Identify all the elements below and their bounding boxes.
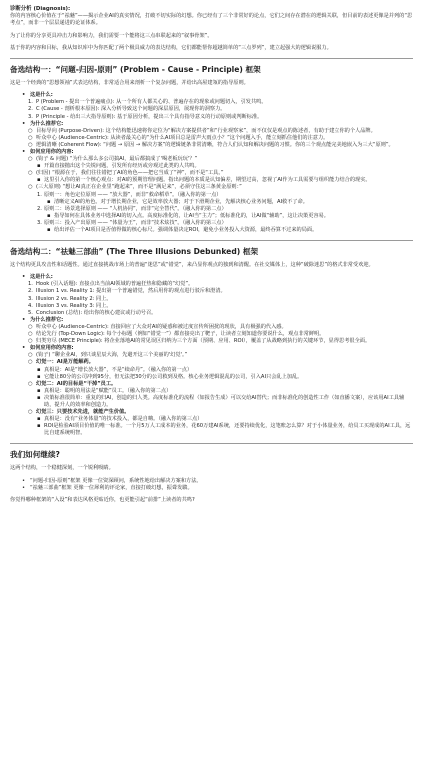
bullet-marker: ○ bbox=[28, 127, 33, 134]
list-item-text: 这是什么: bbox=[30, 92, 53, 99]
bullet-marker: ○ bbox=[28, 134, 33, 141]
list-item bbox=[10, 478, 413, 485]
list-item bbox=[10, 106, 413, 113]
list-item-text: 这里引入你的第一个核心观点：对AI的预期管理问题。指出问题的本质是认知偏差，期望过高，忽视了AI作为工具需要与组织能力结合的现实。 bbox=[44, 177, 371, 184]
list-item bbox=[10, 388, 413, 395]
bullet-marker: ▪ bbox=[37, 394, 41, 401]
list-item bbox=[10, 121, 413, 128]
list-item bbox=[10, 367, 413, 374]
list-item bbox=[10, 142, 413, 149]
list-item bbox=[10, 381, 413, 388]
diagnosis-paragraph-3: 基于你的内容和目标，我从知识库中为你匹配了两个极具威力的表达结构，它们都能帮你超越简单的“三点罗列”，建立起强大的逻辑说服力。 bbox=[10, 44, 332, 51]
list-item-text: ROI是检验AI项目价值的唯一标准。一个月5万人工成本的业务，花60万建AI系统，还要持续优化，这笔账怎么算？对于小体量业务，给员工买现成的AI工具，远比自建系统明智。 bbox=[44, 423, 411, 437]
list-item bbox=[10, 359, 413, 366]
bullet-marker: • bbox=[22, 274, 26, 281]
list-item bbox=[10, 192, 413, 199]
bullet-marker: ○ bbox=[28, 184, 33, 191]
list-item bbox=[10, 114, 413, 121]
structure-one-section bbox=[10, 65, 413, 234]
list-item bbox=[10, 288, 413, 295]
structure-one-title: 备选结构一：“问题-归因-原则” (Problem - Cause - Principle) 框架 bbox=[10, 65, 261, 75]
list-item-text: Hook (引入话题): 直接点出当前AI领域的普遍狂热和隐藏的“幻觉”。 bbox=[36, 281, 194, 288]
bullet-marker: ▪ bbox=[47, 212, 51, 219]
list-item-text: 为什么推荐它: bbox=[30, 120, 64, 127]
list-item bbox=[10, 199, 413, 206]
list-item bbox=[10, 317, 413, 324]
list-item-text: 清晰定义AI的角色。对于增长期企业，它是效率放大器；对于下滑期企业，先解决核心业务问题，AI救不了命。 bbox=[54, 198, 308, 205]
list-item-text: 指导如何在具体业务中选择AI的切入点。高度标准化的，让AI当“主力”；低标准化的，让AI做“辅助”，这让决策更容易。 bbox=[54, 212, 329, 219]
list-item-text: 幻觉三：只要技术先进，就能产生价值。 bbox=[36, 409, 130, 416]
next-steps-paragraph-1: 这两个结构，一个稳健深刻，一个锐利吸睛。 bbox=[10, 465, 114, 472]
list-item-text: C (Cause - 剖析根本原因): 深入分析导致这个问题的深层原因，展现你的洞察力。 bbox=[36, 106, 226, 113]
list-item-text: 给出评估一个AI项目是否值得做的核心标尺。强调体量决定ROI，避免小业务投入大资源，最终吞算不过来的局面。 bbox=[54, 227, 318, 233]
structure-two-title: 备选结构二：“祛魅三部曲” (The Three Illusions Debunked) 框架 bbox=[10, 247, 259, 257]
list-item bbox=[10, 128, 413, 135]
bullet-marker: ▪ bbox=[37, 163, 41, 170]
bullet-marker: 3. bbox=[28, 113, 33, 120]
list-item bbox=[10, 374, 413, 381]
structure-two-description: 这个结构更具攻击性和话题性。通过直接挑战市场上的普遍“迷思”或“错觉”，来凸显你观点的独到和清醒。在社交媒体上，这种“破除迷思”的格式非常受欢迎。 bbox=[10, 262, 374, 269]
structure-two-list bbox=[10, 274, 413, 437]
bullet-marker: 1. bbox=[37, 191, 42, 198]
diagnosis-section bbox=[10, 6, 413, 52]
list-item-text: 决策标准很简单：重复的归AI，创造的归人类。高度标准化的流程（如报告生成）可以交给AI替代；而非标准化的创造性工作（如直播文案），应该用AI工具辅助，提升人的效率和创造力。 bbox=[44, 394, 405, 408]
next-steps-title: 我们如何继续? bbox=[10, 450, 60, 460]
list-item-text: 原则一：角色定位原则 —— “放大器”，而非“救命稻草”。（融入你的第一点） bbox=[44, 191, 222, 198]
bullet-marker: ○ bbox=[28, 170, 33, 177]
list-item-text: “问题-归因-原则”框架 更像一位资深顾问，系统性地给出解决方案和方法。 bbox=[30, 477, 202, 484]
list-item bbox=[10, 213, 413, 220]
list-item bbox=[10, 184, 413, 191]
bullet-marker: ▪ bbox=[37, 177, 41, 184]
list-item-text: 目标导向 (Purpose-Driven): 这个结构能迅速将你定位为“解决方案提供者”和“行业观察家”，而不仅仅是观点的陈述者，有助于建立你的个人品牌。 bbox=[36, 127, 376, 134]
list-item bbox=[10, 303, 413, 310]
divider bbox=[10, 443, 413, 444]
list-item-text: 原则二：场景选择原则 —— “人机协同”，而非“完全替代”。（融入你的第二点） bbox=[44, 205, 227, 212]
list-item-text: 真相是：AI是“增长放大器”，不是“续命丹”。（融入你的第一点） bbox=[44, 366, 193, 373]
list-item-text: Illusion 2 vs. Reality 2: 同上。 bbox=[36, 295, 112, 302]
structure-one-description: 这是一个经典的“思想领袖”式表达结构，非常适合用来剖析一个复杂问题，并给出高屋建瓴的指导原则。 bbox=[10, 80, 249, 87]
list-item-text: 逻辑清晰 (Coherent Flow): “问题 → 原因 → 解决方案”的逻辑链条非常清晰，符合人们认知和解决问题的习惯。你的三个观点能完美地嵌入为三大“原则”。 bbox=[36, 141, 394, 148]
next-steps-list bbox=[10, 478, 413, 492]
diagnosis-paragraph-1: 你的内容核心价值在于“祛魅”——揭示企业AI的真实情况，打破不切实际的幻想。你已经有了三个非常好的论点，它们之间存在潜在的逻辑关联，但目前的表述更像是并列的“思考点”，而非一个层层递进的论证体系。 bbox=[10, 13, 413, 27]
list-item bbox=[10, 485, 413, 492]
list-item bbox=[10, 310, 413, 317]
bullet-marker: • bbox=[22, 120, 26, 127]
bullet-marker: • bbox=[22, 92, 26, 99]
bullet-marker: 4. bbox=[28, 302, 33, 309]
list-item-text: 听众中心 (Audience-Centric): 从读者最关心的“为什么AI项目总是雷声大雨点小？”这个问题入手，能立刻抓住他们的注意力。 bbox=[36, 134, 329, 141]
list-item-text: 幻觉一：AI是万能解药。 bbox=[36, 359, 94, 366]
bullet-marker: 1. bbox=[28, 281, 33, 288]
diagnosis-heading: 诊断分析 (Diagnosis): bbox=[10, 6, 71, 12]
list-item-text: Illusion 1 vs. Reality 1: 提出第一个普遍错觉，然后用你的观点进行驳斥和澄清。 bbox=[36, 288, 226, 295]
list-item-text: 幻觉二：AI的目标是“干掉”员工。 bbox=[36, 380, 117, 387]
bullet-marker: ○ bbox=[28, 359, 33, 366]
next-steps-question: 你觉得哪种框架的“入设”和表达风格更贴近你，也更能引起“前排”上读者的共鸣? bbox=[10, 496, 195, 503]
bullet-marker: • bbox=[22, 316, 26, 323]
list-item-text: 原则三：投入产出原则 —— “体量为王”，而非“技术炫技”。（融入你的第三点） bbox=[44, 219, 227, 226]
list-item-text: 为什么推荐它: bbox=[30, 316, 64, 323]
list-item-text: 真相是：没有“业务体量”的技术投入，都是自嗨。（融入你的第三点） bbox=[44, 416, 203, 423]
list-item-text: 它能让80分的公司冲到95分，但无法把30分的公司救到及格。核心业务逻辑混乱的公司，引入AI只会乱上加乱。 bbox=[44, 373, 303, 380]
list-item bbox=[10, 135, 413, 142]
list-item-text: 听众中心 (Audience-Centric): 直接回应了大众对AI的疑惑和被过度宣传所困扰的现状，具有极强的代入感。 bbox=[36, 323, 287, 330]
structure-two-section bbox=[10, 247, 413, 437]
bullet-marker: • bbox=[22, 148, 26, 155]
bullet-marker: 5. bbox=[28, 309, 33, 316]
structure-one-list bbox=[10, 92, 413, 234]
list-item-text: 归类穷尽 (MECE Principle): 将企业落地AI的常见误区归纳为三个方面（预期、应用、ROI），覆盖了从战略到执行的关键环节，显得思考很全面。 bbox=[36, 338, 371, 345]
bullet-marker: • bbox=[22, 477, 26, 484]
bullet-marker: • bbox=[22, 345, 26, 352]
list-item-text: P (Principle - 给出三大指导原则): 基于原因分析，提出三个具有指导意义的行动原则或判断标准。 bbox=[36, 113, 263, 120]
bullet-marker: ○ bbox=[28, 338, 33, 345]
list-item-text: P (Problem - 提出一个普遍痛点): 从一个所有人都关心的、普遍存在的现象或问题切入，引发共鸣。 bbox=[36, 99, 267, 106]
list-item-text: 真相是：聪明的用法是“赋能”员工。（融入你的第二点） bbox=[44, 387, 172, 394]
bullet-marker: ○ bbox=[28, 380, 33, 387]
list-item-text: 这是什么: bbox=[30, 274, 53, 281]
list-item bbox=[10, 296, 413, 303]
list-item bbox=[10, 149, 413, 156]
list-item-text: 结论先行 (Top-Down Logic): 每个小标题（例如“错觉一”）都直接亮出了靶子，让读者立刻知道你要说什么，观点非常鲜明。 bbox=[36, 331, 325, 338]
bullet-marker: 1. bbox=[28, 99, 33, 106]
divider bbox=[10, 58, 413, 59]
list-item bbox=[10, 206, 413, 213]
list-item-text: “祛魅三部曲”框架 更像一位犀利的评论家，直接打破幻想，振聋发聩。 bbox=[30, 484, 193, 491]
list-item-text: 如何应用你的内容: bbox=[30, 148, 74, 155]
bullet-marker: ○ bbox=[28, 156, 33, 163]
bullet-marker: ▪ bbox=[37, 416, 41, 423]
divider bbox=[10, 240, 413, 241]
bullet-marker: 2. bbox=[28, 288, 33, 295]
list-item-text: (归因) “根源在于，我们往往错把了AI的角色——把它当成了“神”，而不是“工具。” bbox=[36, 170, 224, 177]
bullet-marker: ○ bbox=[28, 323, 33, 330]
list-item bbox=[10, 220, 413, 227]
list-item bbox=[10, 423, 413, 437]
bullet-marker: 3. bbox=[28, 295, 33, 302]
bullet-marker: 2. bbox=[37, 205, 42, 212]
list-item-text: 如何应用你的内容: bbox=[30, 345, 74, 352]
next-steps-section bbox=[10, 450, 413, 504]
diagnosis-paragraph-2: 为了让你的分享更具冲击力和影响力，我们需要一个能将这三点串联起来的“叙事骨架”。 bbox=[10, 32, 213, 39]
bullet-marker: ○ bbox=[28, 331, 33, 338]
list-item-text: Illusion 3 vs. Reality 3: 同上。 bbox=[36, 302, 112, 309]
bullet-marker: ▪ bbox=[47, 227, 51, 233]
list-item-text: 开篇直接抛出这个尖锐问题，引发所有经历或旁观过此类的人共鸣。 bbox=[44, 163, 200, 170]
bullet-marker: ▪ bbox=[47, 198, 51, 205]
list-item bbox=[10, 395, 413, 409]
list-item-text: (钩子) “聊企业AI，到只谈星辰大海，先避开这三个美丽的'幻觉'。” bbox=[36, 352, 188, 359]
bullet-marker: ○ bbox=[28, 409, 33, 416]
list-item bbox=[10, 227, 413, 234]
list-item bbox=[10, 324, 413, 331]
list-item-text: (三大原则) “想让AI真正在企业里“跑起来”，而不是“满足来”，必须守住这三条黄金原则：” bbox=[36, 184, 242, 191]
bullet-marker: • bbox=[22, 484, 26, 491]
bullet-marker: ▪ bbox=[37, 423, 41, 430]
list-item-text: (钩子 & 问题) “为什么那么多公司搞AI，最后都搞成了'喝老板玩玩'？” bbox=[36, 156, 198, 163]
bullet-marker: ▪ bbox=[37, 387, 41, 394]
bullet-marker: ○ bbox=[28, 141, 33, 148]
bullet-marker: ○ bbox=[28, 352, 33, 359]
list-item-text: Conclusion (总结): 给出你的核心建议或行动号召。 bbox=[36, 309, 157, 316]
bullet-marker: ▪ bbox=[37, 366, 41, 373]
bullet-marker: ▪ bbox=[37, 373, 41, 380]
bullet-marker: 2. bbox=[28, 106, 33, 113]
bullet-marker: 3. bbox=[37, 219, 42, 226]
